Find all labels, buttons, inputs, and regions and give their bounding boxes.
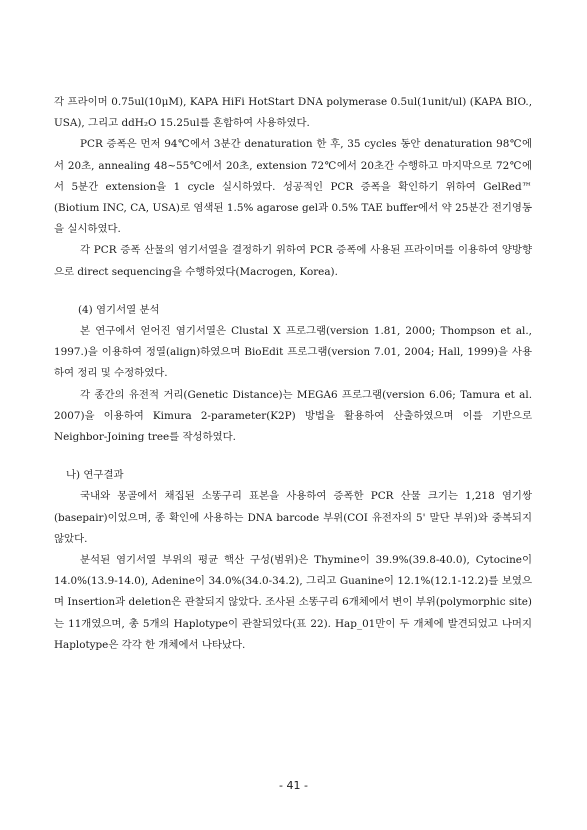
paragraph-pcr-product: 국내와 몽골에서 채집된 소똥구리 표본을 사용하여 증폭한 PCR 산물 크기는 1,218 염기쌍(basepair)이었으며, 종 확인에 사용하는 DNA barcode 부위(COI 유전자의 5' 말단 부위)와 중복되지 않았다. — [54, 490, 532, 545]
paragraph-genetic-distance: 각 종간의 유전적 거리(Genetic Distance)는 MEGA6 프로그램(version 6.06; Tamura et al. 2007)을 이용하여 Kimura 2-parameter(K2P) 방법을 활용하여 산출하였으며 이를 기반으로 Neighbor-Joining tree를 작성하였다. — [54, 388, 532, 444]
page-number: - 41 - — [279, 779, 308, 792]
paragraph-primer-mix: 각 프라이머 0.75ul(10μM), KAPA HiFi HotStart DNA polymerase 0.5ul(1unit/ul) (KAPA BIO., USA), 그리고 ddH₂O 15.25ul를 혼합하여 사용하였다. — [54, 96, 532, 130]
paragraph-pcr-conditions: PCR 증폭은 먼저 94℃에서 3분간 denaturation 한 후, 35 cycles 동안 denaturation 98℃에서 20초, annealing 48~55℃에서 20초, extension 72℃에서 20초간 수행하고 마지막으로 72℃에서 5분간 extension을 1 cycle 실시하였다. 성공적인 PCR 증폭을 확인하기 위하여 GelRed™ (Biotium INC, CA, USA)로 염색된 1.5% agarose gel과 0.5% TAE buffer에서 약 25분간 전기영동을 실시하였다. — [54, 138, 532, 236]
paragraph-sequencing: 각 PCR 증폭 산물의 염기서열을 결정하기 위하여 PCR 증폭에 사용된 프라이머를 이용하여 양방향으로 direct sequencing을 수행하였다(Macrogen, Korea). — [54, 244, 532, 278]
paragraph-alignment: 본 연구에서 얻어진 염기서열은 Clustal X 프로그램(version 1.81, 2000; Thompson et al., 1997.)을 이용하여 정열(align)하였으며 BioEdit 프로그램(version 7.01, 2004; Hall, 1999)을 사용하여 정리 및 수정하였다. — [54, 325, 532, 380]
spacer — [54, 448, 532, 465]
section-heading-sequence-analysis: (4) 염기서열 분석 — [78, 303, 160, 316]
spacer — [54, 283, 532, 300]
section-heading-results: 나) 연구결과 — [66, 469, 124, 482]
document-body — [54, 92, 532, 656]
paragraph-nucleotide-composition: 분석된 염기서열 부위의 평균 핵산 구성(범위)은 Thymine이 39.9%(39.8-40.0), Cytocine이 14.0%(13.9-14.0), Adenine이 34.0%(34.0-34.2), 그리고 Guanine이 12.1%(12.1-12.2)를 보였으며 Insertion과 deletion은 관찰되지 않았다. 조사된 소똥구리 6개체에서 변이 부위(polymorphic site)는 11개였으며, 총 5개의 Haplotype이 관찰되었다(표 22). Hap_01만이 두 개체에 발견되었고 나머지 Haplotype은 각각 한 개체에서 나타났다. — [54, 554, 532, 651]
